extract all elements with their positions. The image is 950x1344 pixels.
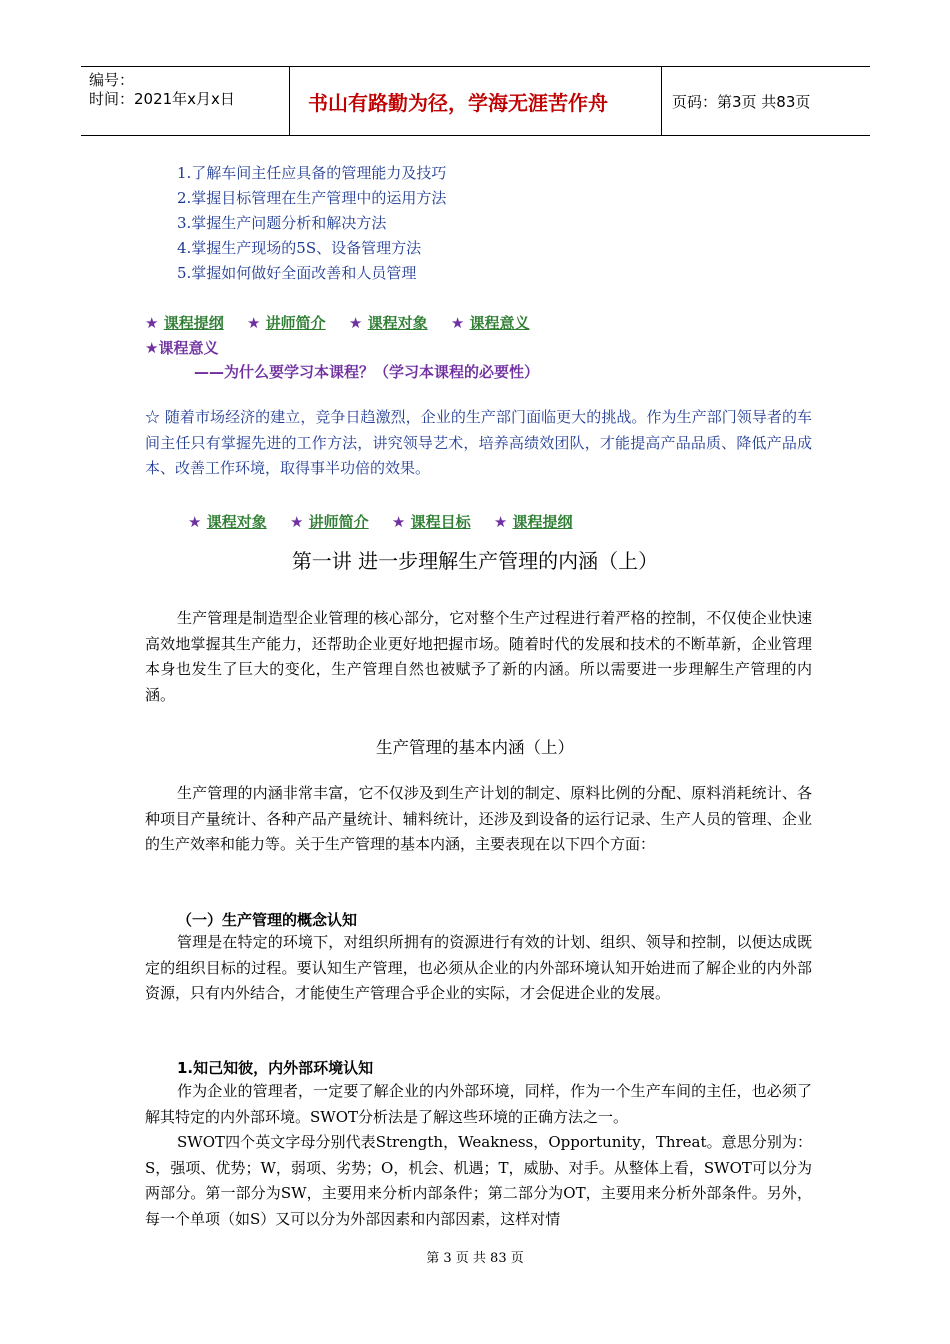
objective-item: 1.了解车间主任应具备的管理能力及技巧	[177, 164, 447, 182]
nav-link-goals[interactable]: 课程目标	[410, 513, 471, 531]
star-icon: ★	[391, 513, 406, 531]
objective-item: 3.掌握生产问题分析和解决方法	[177, 214, 387, 232]
header-page-number: 页码：第3页 共83页	[672, 92, 811, 111]
header-table	[81, 66, 870, 136]
nav-link-audience[interactable]: 课程对象	[367, 314, 428, 332]
header-motto: 书山有路勤为径，学海无涯苦作舟	[290, 67, 662, 135]
star-icon: ★	[145, 314, 159, 332]
subsection-title: 1.知己知彼，内外部环境认知	[177, 1059, 374, 1077]
star-icon: ★	[289, 513, 304, 531]
star-icon: ★	[246, 314, 261, 332]
nav-link-significance[interactable]: 课程意义	[469, 314, 530, 332]
star-icon: ★	[450, 314, 465, 332]
nav-link-outline[interactable]: 课程提纲	[163, 314, 224, 332]
nav-link-instructor[interactable]: 讲师简介	[308, 513, 369, 531]
objective-item: 4.掌握生产现场的5S、设备管理方法	[177, 239, 422, 257]
document-date: 时间：2021年x月x日	[89, 90, 235, 108]
star-icon: ★	[493, 513, 508, 531]
subsection-paragraph: 管理是在特定的环境下，对组织所拥有的资源进行有效的计划、组织、领导和控制，以便达成既定的组织目标的过程。要认知生产管理，也必须从企业的内外部环境认知开始进而了解企业的内外部资源，只有内外结合，才能使生产管理合乎企业的实际，才会促进企业的发展。	[145, 933, 812, 1002]
significance-heading: ★课程意义	[145, 339, 219, 357]
page-footer: 第 3 页 共 83 页	[426, 1251, 524, 1266]
subsection-paragraph: 作为企业的管理者，一定要了解企业的内外部环境，同样，作为一个生产车间的主任，也必须了解其特定的内外部环境。SWOT分析法是了解这些环境的正确方法之一。	[145, 1082, 812, 1126]
section-paragraph: 生产管理的内涵非常丰富，它不仅涉及到生产计划的制定、原料比例的分配、原料消耗统计、各种项目产量统计、各种产品产量统计、辅料统计，还涉及到设备的运行记录、生产人员的管理、企业的生产效率和能力等。关于生产管理的基本内涵，主要表现在以下四个方面：	[145, 784, 812, 853]
objective-item: 2.掌握目标管理在生产管理中的运用方法	[177, 189, 447, 207]
course-nav-bottom	[188, 511, 591, 532]
significance-paragraph: ☆ 随着市场经济的建立，竞争日趋激烈，企业的生产部门面临更大的挑战。作为生产部门领导者的车间主任只有掌握先进的工作方法，讲究领导艺术，培养高绩效团队，才能提高产品品质、降低产品成本、改善工作环境，取得事半功倍的效果。	[145, 408, 812, 477]
section-title: 生产管理的基本内涵（上）	[376, 738, 574, 757]
document-number-label: 编号：	[89, 71, 135, 89]
nav-link-instructor[interactable]: 讲师简介	[265, 314, 326, 332]
lecture-intro-paragraph: 生产管理是制造型企业管理的核心部分，它对整个生产过程进行着严格的控制，不仅使企业快速高效地掌握其生产能力，还帮助企业更好地把握市场。随着时代的发展和技术的不断革新，企业管理本身也发生了巨大的变化，生产管理自然也被赋予了新的内涵。所以需要进一步理解生产管理的内涵。	[145, 609, 812, 704]
course-nav-top	[145, 312, 548, 333]
objective-item: 5.掌握如何做好全面改善和人员管理	[177, 264, 417, 282]
header-left-cell	[81, 67, 290, 135]
nav-link-outline[interactable]: 课程提纲	[512, 513, 573, 531]
subsection-title: （一）生产管理的概念认知	[177, 911, 358, 929]
significance-subtitle: ——为什么要学习本课程？（学习本课程的必要性）	[194, 363, 540, 381]
lecture-title: 第一讲 进一步理解生产管理的内涵（上）	[291, 549, 659, 573]
nav-link-audience[interactable]: 课程对象	[206, 513, 267, 531]
star-icon: ★	[188, 513, 202, 531]
swot-paragraph: SWOT四个英文字母分别代表Strength，Weakness，Opportunity，Threat。意思分别为：S，强项、优势；W，弱项、劣势；O，机会、机遇；T，威胁、对手。从整体上看，SWOT可以分为两部分。第一部分为SW，主要用来分析内部条件；第二部分为OT，主要用来分析外部条件。另外，每一个单项（如S）又可以分为外部因素和内部因素，这样对情	[145, 1133, 812, 1228]
star-icon: ★	[348, 314, 363, 332]
